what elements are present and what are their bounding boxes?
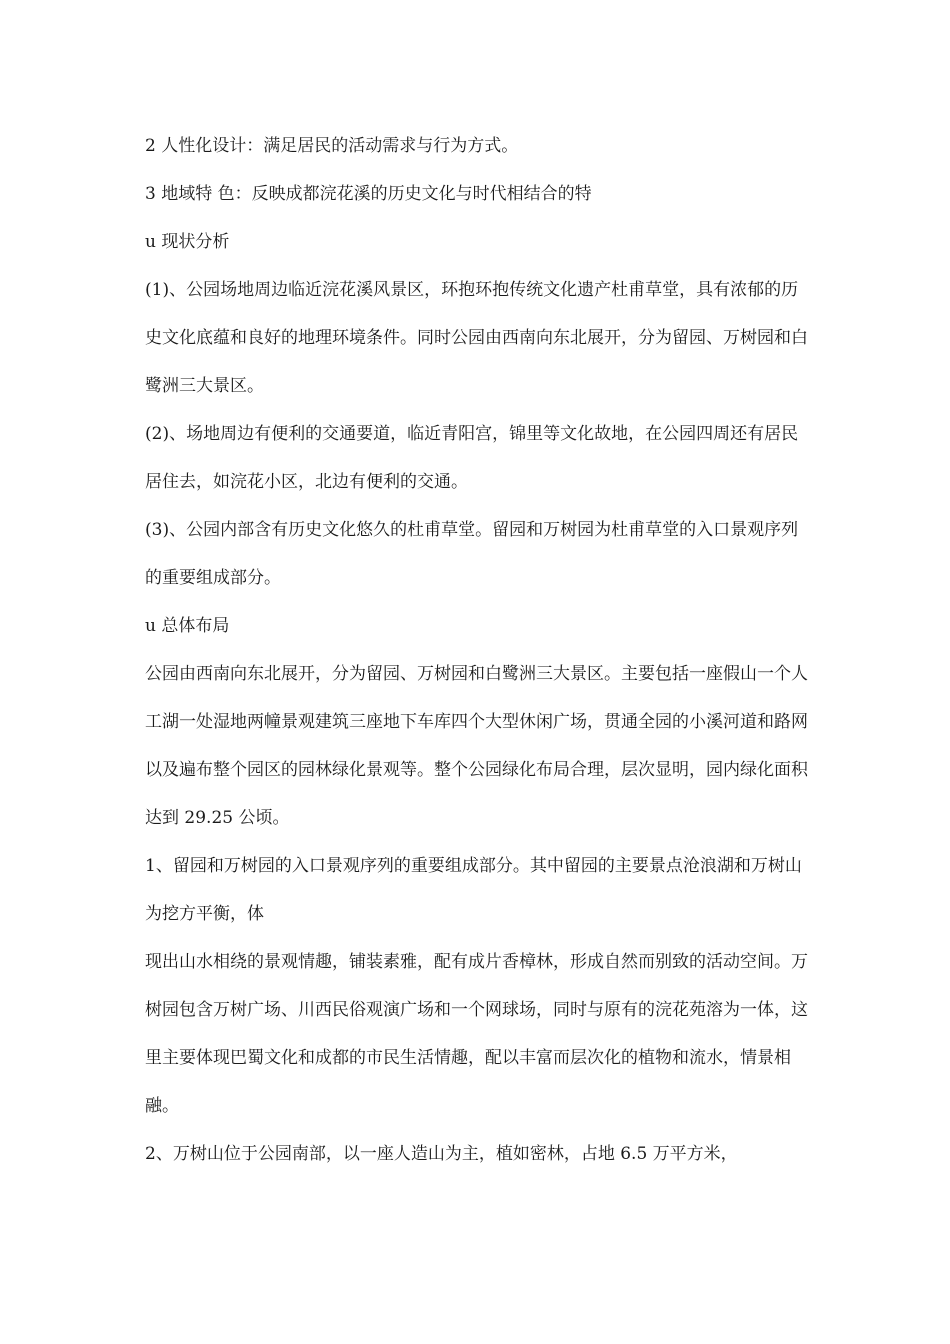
paragraph-layout-overview: 公园由西南向东北展开，分为留园、万树园和白鹭洲三大景区。主要包括一座假山一个人工湖一处湿地两幢景观建筑三座地下车库四个大型休闲广场，贯通全园的小溪河道和路网以及遍布整个园区的园林绿化景观等。整个公园绿化布局合理，层次显明，园内绿化面积达到 29.25 公顷。 <box>145 664 808 828</box>
paragraph-design-principle-3: 3 地域特 色：反映成都浣花溪的历史文化与时代相结合的特 <box>145 184 592 204</box>
paragraph-layout-item-1: 1、留园和万树园的入口景观序列的重要组成部分。其中留园的主要景点沧浪湖和万树山为挖方平衡，体 <box>145 856 802 924</box>
heading-overall-layout: u 总体布局 <box>145 616 230 636</box>
paragraph-layout-item-2: 2、万树山位于公园南部，以一座人造山为主，植如密林，占地 6.5 万平方米， <box>145 1144 738 1164</box>
paragraph-analysis-2: (2)、场地周边有便利的交通要道，临近青阳宫，锦里等文化故地，在公园四周还有居民居住去，如浣花小区，北边有便利的交通。 <box>145 424 799 492</box>
heading-current-analysis: u 现状分析 <box>145 232 230 252</box>
paragraph-design-principle-2: 2 人性化设计：满足居民的活动需求与行为方式。 <box>145 136 519 156</box>
document-body <box>145 122 810 1178</box>
paragraph-analysis-3: (3)、公园内部含有历史文化悠久的杜甫草堂。留园和万树园为杜甫草堂的入口景观序列的重要组成部分。 <box>145 520 799 588</box>
paragraph-analysis-1: (1)、公园场地周边临近浣花溪风景区，环抱环抱传统文化遗产杜甫草堂，具有浓郁的历史文化底蕴和良好的地理环境条件。同时公园由西南向东北展开，分为留园、万树园和白鹭洲三大景区。 <box>145 280 808 396</box>
paragraph-layout-item-1-continued: 现出山水相绕的景观情趣，铺装素雅，配有成片香樟林，形成自然而别致的活动空间。万树园包含万树广场、川西民俗观演广场和一个网球场，同时与原有的浣花苑溶为一体，这里主要体现巴蜀文化和成都的市民生活情趣，配以丰富而层次化的植物和流水，情景相融。 <box>145 952 808 1116</box>
